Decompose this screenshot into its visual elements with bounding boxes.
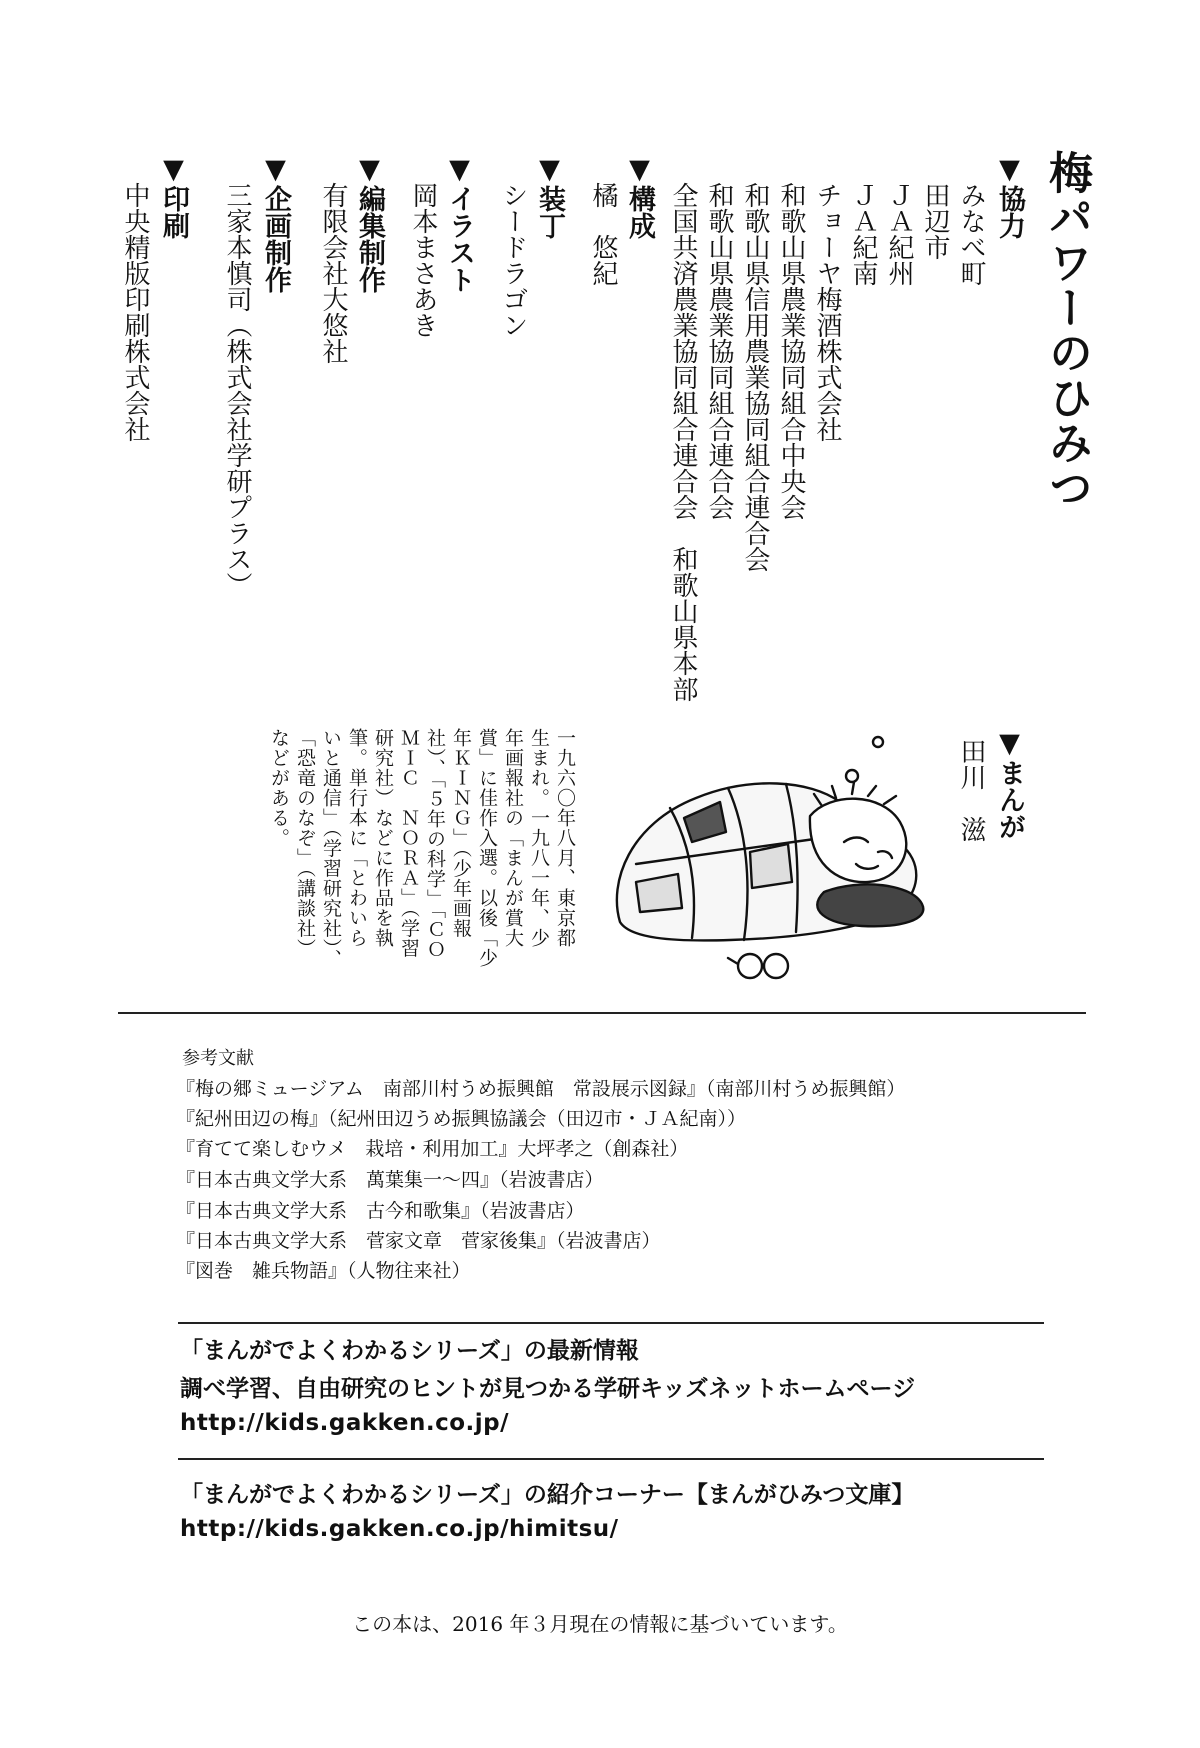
info-line: 「まんがでよくわかるシリーズ」の最新情報 xyxy=(180,1338,639,1364)
section-header-cooperation: ▼協力 xyxy=(994,154,1025,239)
manga-bio-line: 社）、「５年の科学」「ＣＯ xyxy=(424,728,446,960)
book-title: 梅パワーのひみつ xyxy=(1041,150,1092,510)
credit-item: 中央精版印刷株式会社 xyxy=(120,182,150,442)
divider xyxy=(118,1012,1086,1014)
references-title: 参考文献 xyxy=(182,1048,254,1069)
credit-item: 田辺市 xyxy=(920,182,950,260)
manga-header: ▼まんが xyxy=(994,728,1025,840)
credit-item: 三家本慎司（株式会社学研プラス） xyxy=(222,182,252,598)
info-line: 「まんがでよくわかるシリーズ」の紹介コーナー【まんがひみつ文庫】 xyxy=(180,1482,915,1508)
credit-item: 橘 悠紀 xyxy=(588,182,618,286)
credit-item: 岡本まさあき xyxy=(408,182,438,338)
credit-item: みなべ町 xyxy=(956,182,986,286)
manga-bio-line: 賞」に佳作入選。以後「少 xyxy=(476,728,498,968)
manga-bio-line: 「恐竜のなぞ」（講談社） xyxy=(294,728,316,959)
footnote: この本は、2016 年３月現在の情報に基づいています。 xyxy=(352,1612,848,1636)
section-header-composition: ▼構成 xyxy=(624,154,655,239)
section-header-planning: ▼企画制作 xyxy=(260,154,291,293)
manga-bio-line: 研究社）などに作品を執 xyxy=(372,728,394,948)
credit-item: チョーヤ梅酒株式会社 xyxy=(812,182,842,442)
url-link[interactable]: http://kids.gakken.co.jp/ xyxy=(180,1410,509,1436)
manga-bio-line: 一九六〇年八月、東京都 xyxy=(554,728,576,948)
reference-item: 『日本古典文学大系 古今和歌集』（岩波書店） xyxy=(176,1200,585,1222)
credit-item: 全国共済農業協同組合連合会 和歌山県本部 xyxy=(668,182,698,702)
section-header-binding: ▼装丁 xyxy=(534,154,565,239)
divider xyxy=(178,1458,1044,1460)
credit-item: ＪＡ紀州 xyxy=(884,182,914,286)
credit-item: 和歌山県信用農業協同組合連合会 xyxy=(740,182,770,572)
section-header-editing: ▼編集制作 xyxy=(354,154,385,293)
credit-item: シードラゴン xyxy=(498,182,528,338)
reference-item: 『図巻 雑兵物語』（人物往来社） xyxy=(176,1260,471,1282)
reference-item: 『梅の郷ミュージアム 南部川村うめ振興館 常設展示図録』（南部川村うめ振興館） xyxy=(176,1078,906,1100)
sleeping-character-illustration xyxy=(600,732,930,982)
reference-item: 『日本古典文学大系 萬葉集一～四』（岩波書店） xyxy=(176,1169,604,1191)
reference-item: 『紀州田辺の梅』（紀州田辺うめ振興協議会（田辺市・ＪＡ紀南）） xyxy=(176,1108,747,1130)
reference-item: 『育てて楽しむウメ 栽培・利用加工』大坪孝之（創森社） xyxy=(176,1138,689,1160)
credit-item: 有限会社大悠社 xyxy=(318,182,348,364)
manga-bio-line: 年画報社の「まんが賞大 xyxy=(502,728,524,948)
divider xyxy=(178,1322,1044,1324)
reference-item: 『日本古典文学大系 菅家文章 菅家後集』（岩波書店） xyxy=(176,1230,661,1252)
info-line: 調べ学習、自由研究のヒントが見つかる学研キッズネットホームページ xyxy=(180,1376,916,1402)
manga-bio-line: 筆。単行本に「とわいら xyxy=(346,728,368,948)
manga-bio-line: いと通信」（学習研究社）、 xyxy=(320,728,342,969)
manga-author: 田川 滋 xyxy=(956,738,986,842)
manga-bio-line: ＭＩＣ ＮＯＲＡ」（学習 xyxy=(398,728,420,959)
section-header-printing: ▼印刷 xyxy=(158,154,189,239)
url-link[interactable]: http://kids.gakken.co.jp/himitsu/ xyxy=(180,1516,619,1542)
credit-item: 和歌山県農業協同組合中央会 xyxy=(776,182,806,520)
section-header-illustration: ▼イラスト xyxy=(444,154,475,293)
manga-bio-line: 生まれ。一九八一年、少 xyxy=(528,728,550,948)
manga-bio-line: 年ＫＩＮＧ」（少年画報 xyxy=(450,728,472,939)
credit-item: ＪＡ紀南 xyxy=(848,182,878,286)
credit-item: 和歌山県農業協同組合連合会 xyxy=(704,182,734,520)
manga-bio-line: などがある。 xyxy=(268,728,290,848)
